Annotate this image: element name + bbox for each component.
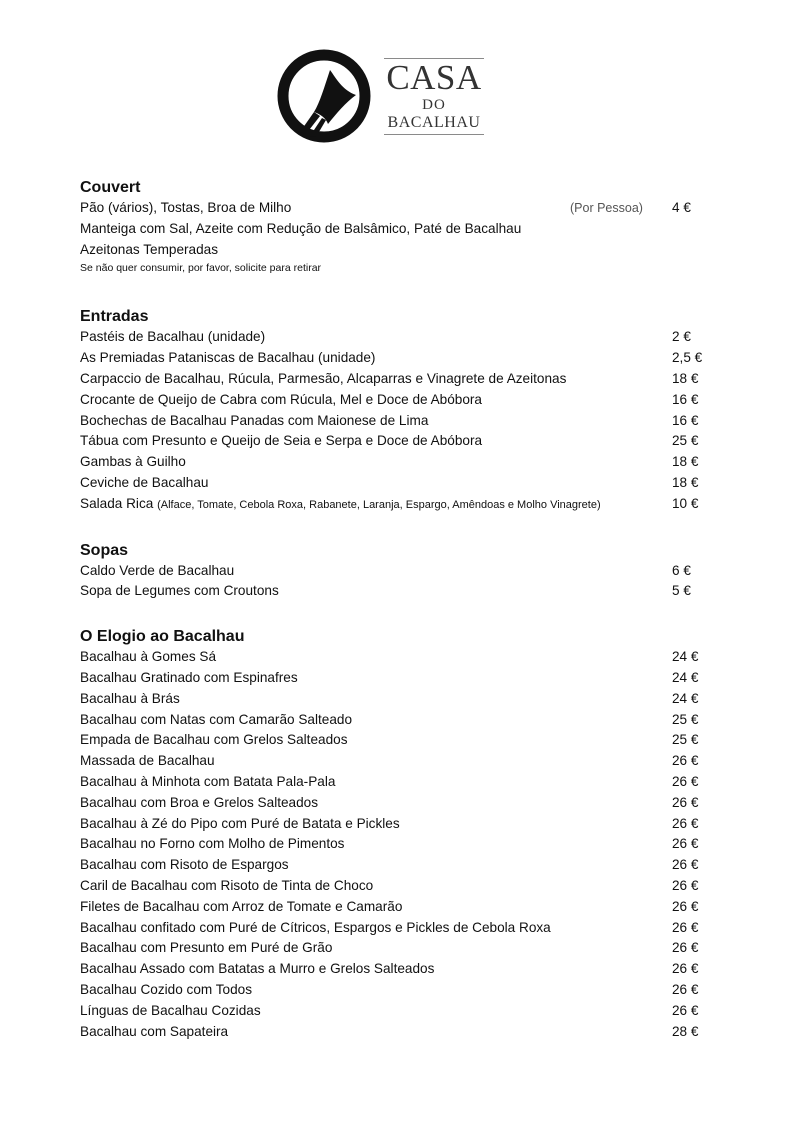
fish-tail-circle-icon <box>276 48 372 144</box>
menu-item <box>80 876 720 897</box>
item-price: 26 € <box>672 836 699 852</box>
item-price: 16 € <box>672 412 699 428</box>
menu-item <box>80 751 720 772</box>
section-title: O Elogio ao Bacalhau <box>80 628 245 646</box>
item-name: Sopa de Legumes com Croutons <box>80 583 279 599</box>
item-price: 25 € <box>672 732 699 748</box>
menu-item <box>80 198 720 219</box>
item-name: Bacalhau Gratinado com Espinafres <box>80 669 298 685</box>
menu-item <box>80 980 720 1001</box>
menu-item <box>80 814 720 835</box>
item-name: Gambas à Guilho <box>80 454 186 470</box>
section-couvert <box>80 178 720 276</box>
item-price: 18 € <box>672 474 699 490</box>
menu-item <box>80 647 720 668</box>
logo-wordmark <box>384 48 484 144</box>
menu-item <box>80 668 720 689</box>
item-name: Bacalhau confitado com Puré de Cítricos, Espargos e Pickles de Cebola Roxa <box>80 919 551 935</box>
item-price: 10 € <box>672 495 699 511</box>
menu-item <box>80 918 720 939</box>
menu-item <box>80 473 720 494</box>
menu-item <box>80 938 720 959</box>
item-price: 28 € <box>672 1023 699 1039</box>
menu-item <box>80 452 720 473</box>
menu-item <box>80 1022 720 1043</box>
item-name: Bacalhau com Natas com Camarão Salteado <box>80 711 353 727</box>
item-name: Pão (vários), Tostas, Broa de Milho <box>80 200 292 215</box>
item-price: 24 € <box>672 649 699 665</box>
item-price: 18 € <box>672 454 699 470</box>
item-name: Empada de Bacalhau com Grelos Salteados <box>80 732 348 748</box>
item-price: 2,5 € <box>672 350 703 366</box>
menu-item <box>80 730 720 751</box>
item-price: 25 € <box>672 433 699 449</box>
item-price: 4 € <box>672 200 691 215</box>
item-name-wrap <box>80 494 601 516</box>
section-title: Sopas <box>80 541 129 559</box>
menu-item <box>80 855 720 876</box>
item-price: 26 € <box>672 773 699 789</box>
menu-item <box>80 494 720 515</box>
item-name: Crocante de Queijo de Cabra com Rúcula, Mel e Doce de Abóbora <box>80 391 482 407</box>
menu <box>80 176 720 1042</box>
item-per-person: (Por Pessoa) <box>570 201 643 215</box>
item-price: 5 € <box>672 583 691 599</box>
item-name: Bacalhau no Forno com Molho de Pimentos <box>80 836 345 852</box>
section-elogio <box>80 627 720 1042</box>
item-price: 26 € <box>672 961 699 977</box>
item-name: Caril de Bacalhau com Risoto de Tinta de Choco <box>80 877 374 893</box>
item-price: 26 € <box>672 1002 699 1018</box>
item-name: Pastéis de Bacalhau (unidade) <box>80 329 266 345</box>
item-name: Bacalhau com Sapateira <box>80 1023 229 1039</box>
item-price: 26 € <box>672 919 699 935</box>
menu-item <box>80 581 720 602</box>
item-price: 24 € <box>672 669 699 685</box>
menu-item <box>80 369 720 390</box>
menu-item <box>80 1001 720 1022</box>
menu-item <box>80 897 720 918</box>
item-name: Salada Rica <box>80 495 154 511</box>
item-price: 24 € <box>672 690 699 706</box>
section-entradas <box>80 307 720 514</box>
item-price: 26 € <box>672 753 699 769</box>
item-name: Bacalhau Cozido com Todos <box>80 981 253 997</box>
menu-item <box>80 390 720 411</box>
menu-item <box>80 834 720 855</box>
menu-item <box>80 561 720 582</box>
section-sopas <box>80 541 720 603</box>
menu-item <box>80 793 720 814</box>
item-price: 2 € <box>672 329 691 345</box>
item-name: Bacalhau com Risoto de Espargos <box>80 857 289 873</box>
item-price: 26 € <box>672 877 699 893</box>
item-price: 26 € <box>672 898 699 914</box>
menu-item <box>80 327 720 348</box>
item-name: Bacalhau à Brás <box>80 690 180 706</box>
restaurant-logo <box>276 48 488 144</box>
menu-item <box>80 959 720 980</box>
couvert-note: Se não quer consumir, por favor, solicite para retirar <box>80 262 322 275</box>
menu-item <box>80 431 720 452</box>
item-name: As Premiadas Pataniscas de Bacalhau (unidade) <box>80 350 376 366</box>
item-price: 26 € <box>672 981 699 997</box>
item-name: Carpaccio de Bacalhau, Rúcula, Parmesão, Alcaparras e Vinagrete de Azeitonas <box>80 370 567 386</box>
section-title: Entradas <box>80 308 149 326</box>
item-price: 16 € <box>672 391 699 407</box>
item-name: Caldo Verde de Bacalhau <box>80 562 235 578</box>
menu-item <box>80 710 720 731</box>
item-name: Filetes de Bacalhau com Arroz de Tomate e Camarão <box>80 898 403 914</box>
item-name: Bochechas de Bacalhau Panadas com Maionese de Lima <box>80 412 429 428</box>
item-description: (Alface, Tomate, Cebola Roxa, Rabanete, Laranja, Espargo, Amêndoas e Molho Vinagrete) <box>157 498 601 511</box>
item-price: 18 € <box>672 370 699 386</box>
menu-item <box>80 219 720 240</box>
item-name: Massada de Bacalhau <box>80 753 215 769</box>
item-name: Bacalhau à Zé do Pipo com Puré de Batata e Pickles <box>80 815 400 831</box>
item-price: 25 € <box>672 711 699 727</box>
logo-do: DO <box>422 97 446 113</box>
logo-bacalhau: BACALHAU <box>387 114 481 131</box>
item-price: 26 € <box>672 857 699 873</box>
item-name: Bacalhau Assado com Batatas a Murro e Grelos Salteados <box>80 961 435 977</box>
item-name: Bacalhau com Presunto em Puré de Grão <box>80 940 333 956</box>
item-price: 26 € <box>672 940 699 956</box>
menu-item <box>80 772 720 793</box>
item-price: 26 € <box>672 815 699 831</box>
item-name: Tábua com Presunto e Queijo de Seia e Serpa e Doce de Abóbora <box>80 433 483 449</box>
item-name: Manteiga com Sal, Azeite com Redução de Balsâmico, Paté de Bacalhau <box>80 220 522 236</box>
menu-item <box>80 348 720 369</box>
item-name: Ceviche de Bacalhau <box>80 474 209 490</box>
item-name: Bacalhau à Minhota com Batata Pala-Pala <box>80 773 336 789</box>
item-price: 6 € <box>672 562 691 578</box>
item-name: Bacalhau à Gomes Sá <box>80 649 217 665</box>
section-title: Couvert <box>80 179 141 196</box>
item-name: Línguas de Bacalhau Cozidas <box>80 1002 261 1018</box>
logo-rule-bottom <box>384 134 484 135</box>
menu-item <box>80 240 720 261</box>
menu-item <box>80 411 720 432</box>
logo-casa: CASA <box>386 58 482 97</box>
item-price: 26 € <box>672 794 699 810</box>
menu-item <box>80 689 720 710</box>
item-name: Azeitonas Temperadas <box>80 241 219 257</box>
item-name: Bacalhau com Broa e Grelos Salteados <box>80 794 319 810</box>
